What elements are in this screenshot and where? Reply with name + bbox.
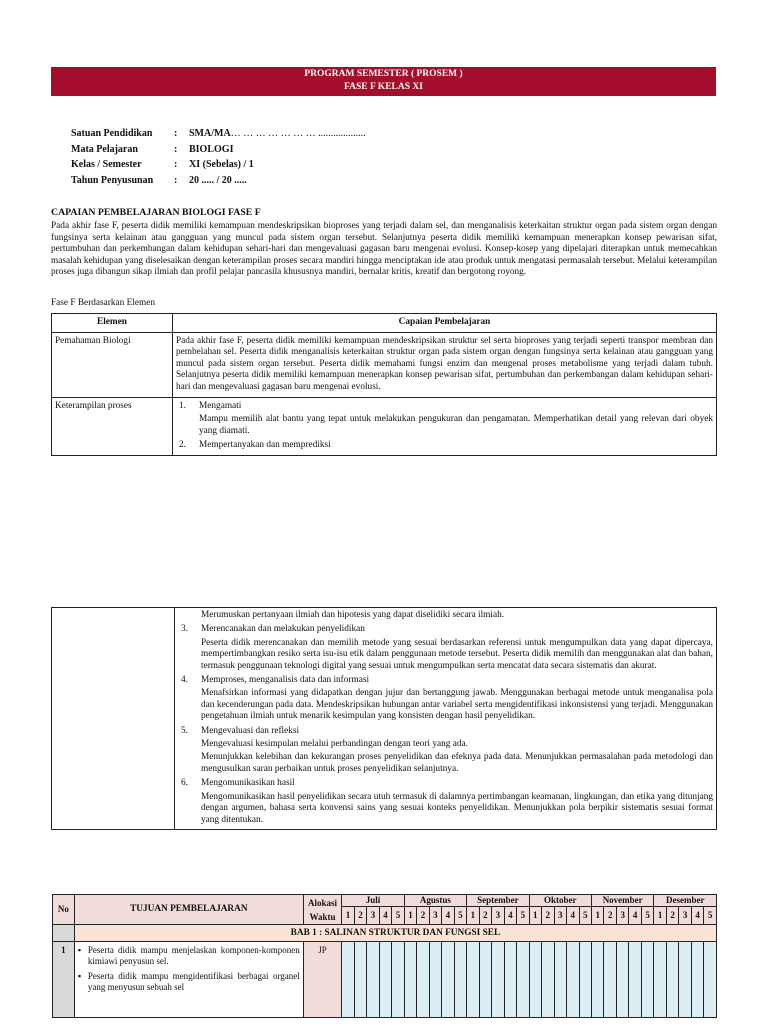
week-number: 4 — [567, 907, 579, 925]
list-item — [178, 726, 713, 737]
item-number: 6. — [181, 778, 188, 789]
week-number: 3 — [616, 907, 628, 925]
week-number: 2 — [542, 907, 554, 925]
schedule-cell — [392, 942, 404, 1018]
row-number: 1 — [53, 942, 75, 1018]
schedule-cell — [529, 942, 541, 1018]
item-description: Menunjukkan kelebihan dan kekurangan proses penyelidikan dan efeknya pada data. Menunjukkan permasalahan pada metodologi dan mengusulkan saran perbaikan untuk proses penyelidikan selanjutnya. — [201, 752, 713, 774]
capaian-title: CAPAIAN PEMBELAJARAN BIOLOGI FASE F — [51, 207, 261, 218]
week-number: 3 — [429, 907, 441, 925]
identity-colon: : — [174, 174, 178, 186]
item-title: Memproses, menganalisis data dan informasi — [201, 675, 370, 686]
header-subtitle: FASE F KELAS XI — [344, 82, 423, 92]
schedule-cell — [367, 942, 379, 1018]
schedule-cell — [504, 942, 516, 1018]
identity-row — [71, 144, 366, 160]
item-description: Peserta didik merencanakan dan memilih metode yang sesuai berdasarkan referensi untuk mengumpulkan data yang dapat dipercaya, mempertimbangkan resiko serta isu-isu etik dalam penggunaan metode tersebut. Peserta didik memilih dan menggunakan alat dan bahan, termasuk penggunaan teknologi digital yang sesuai untuk mengumpulkan serta mencatat data secara sistematis dan akurat. — [201, 637, 713, 671]
schedule-cell — [591, 942, 603, 1018]
schedule-cell — [704, 942, 717, 1018]
identity-colon: : — [174, 143, 178, 155]
schedule-cell — [479, 942, 491, 1018]
schedule-cell — [429, 942, 441, 1018]
month-header: September — [467, 895, 529, 907]
item-description: Merumuskan pertanyaan ilmiah dan hipotesis yang dapat diselidiki secara ilmiah. — [201, 610, 505, 620]
elemen-cell: Keterampilan proses — [52, 397, 173, 455]
item-number: 3. — [181, 624, 188, 635]
schedule-cell — [379, 942, 391, 1018]
schedule-cell — [542, 942, 554, 1018]
week-number: 5 — [579, 907, 591, 925]
identity-dots: … … … … … … … ................... — [230, 128, 366, 139]
identity-value: 20 ..... / 20 ..... — [189, 174, 247, 186]
schedule-cell — [629, 942, 641, 1018]
item-title: Merencanakan dan melakukan penyelidikan — [201, 624, 365, 635]
capaian-cell: Pada akhir fase F, peserta didik memiliki kemampuan mendeskripsikan struktur sel serta bioproses yang terjadi seperti transpor membran dan pembelahan sel. Peserta didik menganalisis keterkaitan struktur organ pada sistem organ dengan fungsinya serta kelainan atau gangguan yang muncul pada sistem organ tersebut. Peserta didik memahami fungsi enzim dan mengenal proses metabolisme yang terjadi dalam tubuh. Selanjutnya peserta didik memiliki kemampuan menerapkan konsep pewarisan sifat, pertumbuhan dan perkembangan dalam kehidupan sehari-hari dan mengevaluasi gagasan baru mengenai evolusi. — [173, 332, 717, 397]
schedule-cell — [567, 942, 579, 1018]
header-alokasi: Alokasi Waktu — [303, 895, 342, 925]
item-description: Mengevaluasi kesimpulan melalui perbandingan dengan teori yang ada. — [201, 739, 468, 750]
month-header: Desember — [654, 895, 717, 907]
bab-spacer — [53, 925, 75, 942]
list-item — [178, 778, 713, 789]
schedule-cell — [517, 942, 529, 1018]
elemen-cell: Pemahaman Biologi — [52, 332, 173, 397]
schedule-cell — [404, 942, 416, 1018]
bullet-icon: ▪ — [77, 970, 82, 981]
week-number: 2 — [666, 907, 678, 925]
week-number: 1 — [342, 907, 354, 925]
schedule-cell — [691, 942, 703, 1018]
week-number: 5 — [704, 907, 717, 925]
table-row — [53, 942, 717, 1018]
week-number: 4 — [691, 907, 703, 925]
identity-value: XI (Sebelas) / 1 — [189, 159, 254, 170]
bab-row — [53, 925, 717, 942]
schedule-cell — [467, 942, 479, 1018]
week-number: 2 — [479, 907, 491, 925]
item-description: Mampu memilih alat bantu yang tepat untuk melakukan pengukuran dan pengamatan. Memperhatikan detail yang relevan dari obyek yang diamati. — [199, 414, 713, 436]
identity-colon: : — [174, 159, 178, 170]
list-item — [178, 624, 713, 635]
schedule-cell — [616, 942, 628, 1018]
week-number: 1 — [467, 907, 479, 925]
list-item — [178, 675, 713, 686]
schedule-cell — [554, 942, 566, 1018]
elemen-cell-empty — [52, 608, 175, 830]
week-number: 2 — [354, 907, 366, 925]
table-row — [52, 608, 717, 830]
schedule-cell — [604, 942, 616, 1018]
month-header: Juli — [342, 895, 404, 907]
item-number: 4. — [181, 675, 188, 686]
schedule-cell — [679, 942, 691, 1018]
week-number: 5 — [641, 907, 653, 925]
tujuan-text: Peserta didik mampu mengidentifikasi berbagai organel yang menyusun sebuah sel — [87, 970, 300, 993]
identity-label: Satuan Pendidikan — [71, 128, 153, 139]
item-title: Mengevaluasi dan refleksi — [201, 725, 300, 736]
header-no: No — [53, 895, 75, 925]
elemen-table — [51, 313, 717, 456]
item-description: Menafsirkan informasi yang didapatkan dengan jujur dan bertanggung jawab. Menggunakan berbagai metode untuk menganalisa pola dan kecenderungan pada data. Mendeskripsikan hubungan antar variabel serta mengidentifikasi inkonsistensi yang terjadi. Menggunakan pengetahuan ilmiah untuk menarik kesimpulan yang konsisten dengan hasil penyelidikan. — [201, 688, 713, 722]
tujuan-text: Peserta didik mampu menjelaskan komponen-komponen kimiawi penyusun sel. — [87, 945, 300, 967]
header-capaian: Capaian Pembelajaran — [173, 314, 717, 333]
header-elemen: Elemen — [52, 314, 173, 333]
capaian-paragraph: Pada akhir fase F, peserta didik memiliki kemampuan mendeskripsikan bioproses yang terjadi dalam sel, dan menganalisis keterkaitan struktur organ pada sistem organ dengan fungsinya serta kelainan atau gangguan yang muncul pada sistem organ tersebut. Selanjutnya peserta didik memiliki kemampuan menerapkan konsep pewarisan sifat, pertumbuhan dan perkembangan dalam kehidupan sehari-hari dan mengevaluasi gagasan baru mengenai evolusi. Konsep-kosep yang dipelajari diterapkan untuk memecahkan masalah kehidupan yang diselesaikan dengan keterampilan proses secara mandiri hingga menciptakan ide atau produk untuk mengatasi permasalah tersebut. Melalui keterampilan proses juga dibangun sikap ilmiah dan profil pelajar pancasila khususnya mandiri, bernalar kritis, kreatif dan bergotong royong. — [51, 221, 717, 278]
week-number: 4 — [504, 907, 516, 925]
capaian-cell — [175, 608, 717, 830]
identity-block — [71, 128, 366, 190]
tujuan-cell — [74, 942, 303, 1018]
identity-row — [71, 175, 366, 191]
week-number: 2 — [417, 907, 429, 925]
list-item — [78, 945, 300, 968]
schedule-table — [52, 894, 717, 1018]
table-header-row — [52, 314, 717, 333]
item-number: 2. — [179, 440, 186, 451]
capaian-cell — [173, 397, 717, 455]
schedule-cell — [454, 942, 466, 1018]
schedule-cell — [666, 942, 678, 1018]
fase-label: Fase F Berdasarkan Elemen — [51, 298, 156, 308]
week-number: 4 — [442, 907, 454, 925]
schedule-cell — [654, 942, 666, 1018]
schedule-cell — [342, 942, 354, 1018]
identity-value: BIOLOGI — [189, 143, 234, 155]
identity-value: SMA/MA — [189, 128, 231, 139]
schedule-cell — [442, 942, 454, 1018]
header-title: PROGRAM SEMESTER ( PROSEM ) — [304, 69, 463, 79]
list-item — [176, 401, 713, 413]
item-title: Mengamati — [199, 400, 242, 411]
schedule-cell — [354, 942, 366, 1018]
identity-label: Tahun Penyusunan — [71, 174, 154, 186]
list-item — [176, 440, 713, 452]
item-number: 1. — [179, 400, 186, 411]
item-title: Mempertanyakan dan memprediksi — [199, 440, 331, 451]
month-header: November — [591, 895, 653, 907]
identity-label: Kelas / Semester — [71, 159, 142, 170]
schedule-cell — [492, 942, 504, 1018]
identity-colon: : — [174, 128, 178, 139]
bab-title: BAB 1 : SALINAN STRUKTUR DAN FUNGSI SEL — [74, 925, 716, 942]
week-number: 1 — [529, 907, 541, 925]
week-number: 1 — [654, 907, 666, 925]
week-number: 4 — [379, 907, 391, 925]
list-item — [78, 971, 300, 994]
schedule-header-row — [53, 895, 717, 907]
schedule-cell — [641, 942, 653, 1018]
alokasi-cell: JP — [303, 942, 342, 1018]
week-number: 5 — [392, 907, 404, 925]
table-row — [52, 397, 717, 455]
week-number: 3 — [679, 907, 691, 925]
table-row — [52, 332, 717, 397]
week-number: 5 — [517, 907, 529, 925]
week-number: 1 — [404, 907, 416, 925]
identity-row — [71, 159, 366, 175]
identity-row — [71, 128, 366, 144]
week-number: 2 — [604, 907, 616, 925]
schedule-cell — [579, 942, 591, 1018]
elemen-table-continued — [51, 607, 717, 830]
item-title: Mengomunikasikan hasil — [201, 778, 295, 789]
header-tujuan: TUJUAN PEMBELAJARAN — [74, 895, 303, 925]
week-number: 3 — [554, 907, 566, 925]
schedule-cell — [417, 942, 429, 1018]
item-description: Mengomunikasikan hasil penyelidikan secara utuh termasuk di dalamnya pertimbangan keamanan, lingkungan, dan etika yang ditunjang dengan argumen, bahasa serta konvensi sains yang sesuai konteks penyelidikan. Menunjukkan pola berpikir sistematis sesuai format yang ditentukan. — [201, 791, 713, 825]
week-number: 3 — [367, 907, 379, 925]
week-number: 4 — [629, 907, 641, 925]
month-header: Agustus — [404, 895, 466, 907]
identity-label: Mata Pelajaran — [71, 143, 138, 155]
week-number: 1 — [591, 907, 603, 925]
month-header: Oktober — [529, 895, 591, 907]
week-number: 3 — [492, 907, 504, 925]
week-number: 5 — [454, 907, 466, 925]
bullet-icon: ▪ — [77, 945, 82, 955]
item-number: 5. — [181, 725, 188, 736]
header-band — [51, 67, 716, 96]
